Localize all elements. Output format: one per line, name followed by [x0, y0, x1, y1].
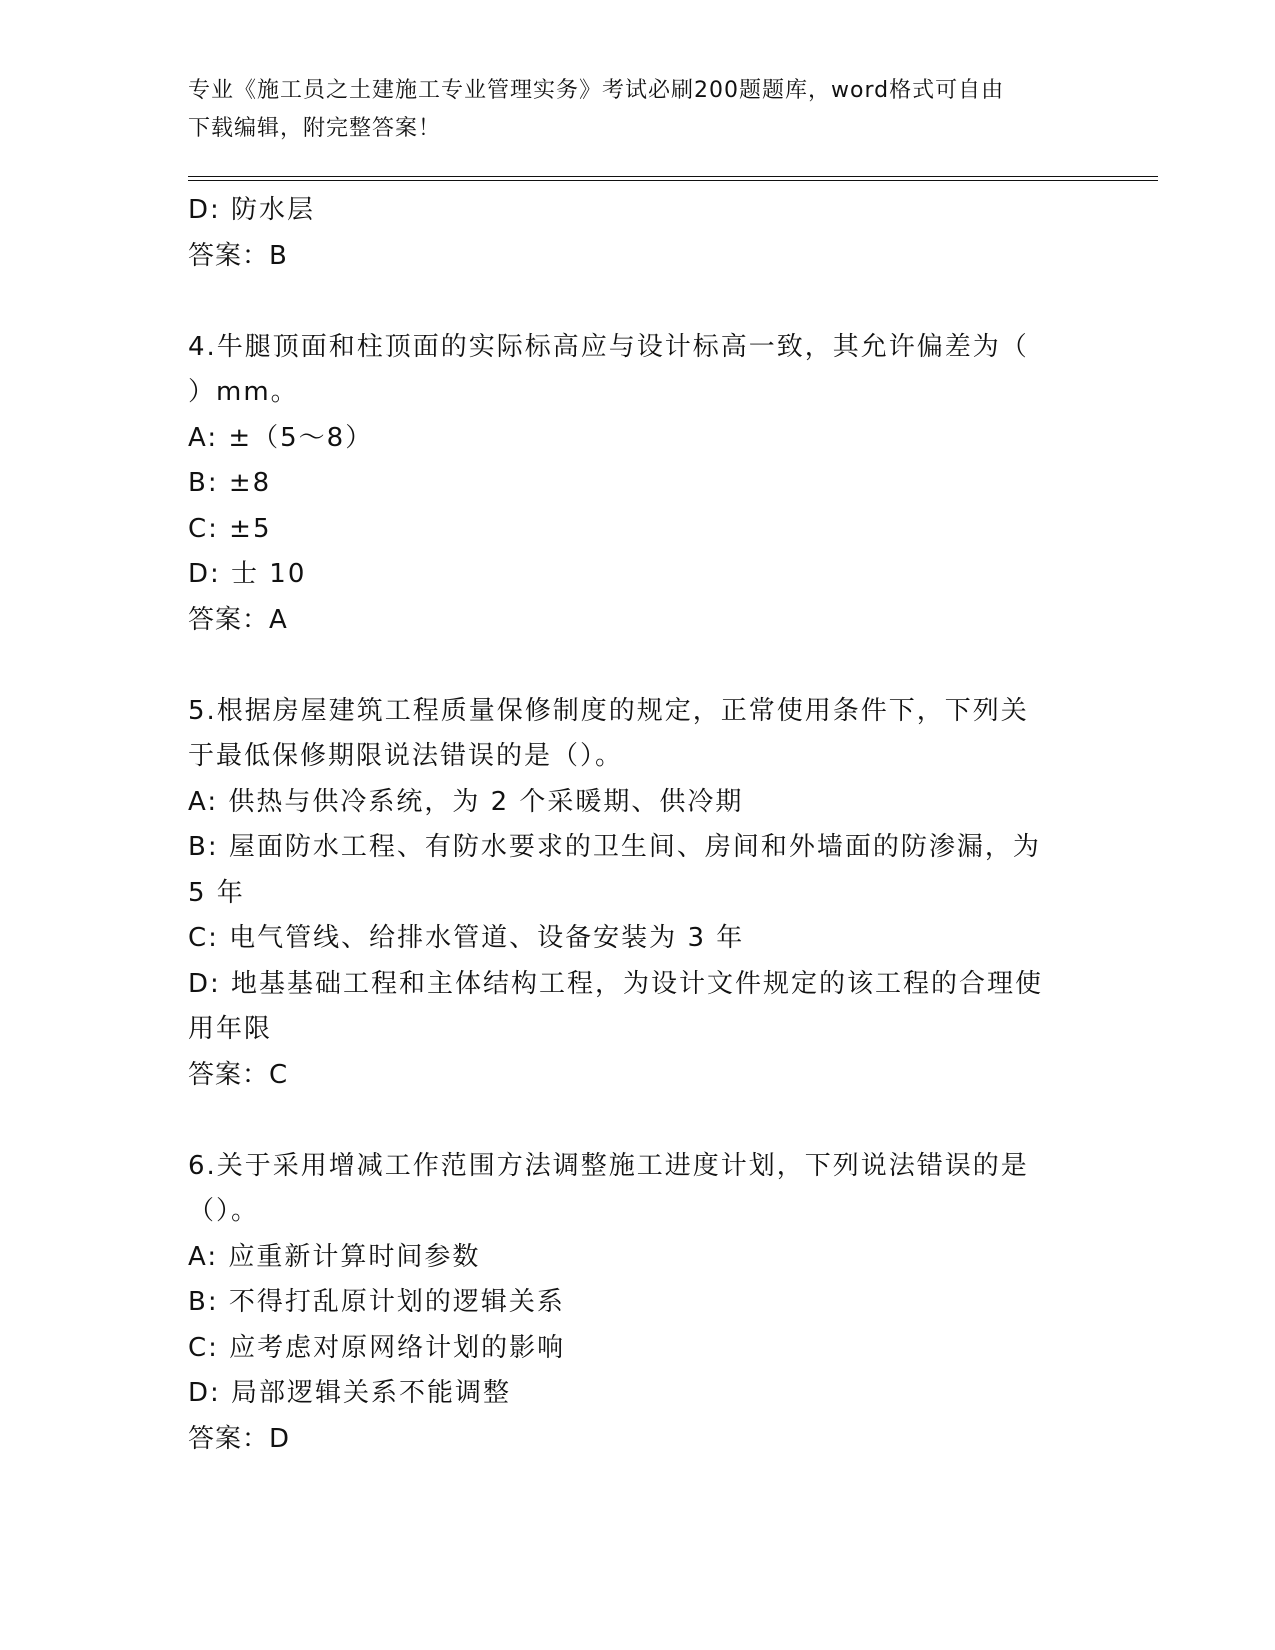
option-text: 5 年 — [188, 877, 245, 908]
header-divider — [188, 176, 1158, 181]
spacer — [188, 1098, 1078, 1144]
option-text: D: 局部逻辑关系不能调整 — [188, 1378, 512, 1408]
question-5 — [188, 689, 1078, 1099]
previous-question-tail — [188, 188, 1078, 279]
answer-text: 答案：D — [188, 1423, 291, 1454]
option-text: A: ±（5～8） — [188, 422, 374, 453]
option-text: C: 应考虑对原网络计划的影响 — [188, 1332, 566, 1363]
option-text: A: 供热与供冷系统，为 2 个采暖期、供冷期 — [188, 786, 744, 817]
option-text: D: 防水层 — [188, 195, 316, 225]
question-stem: 于最低保修期限说法错误的是（）。 — [188, 741, 624, 771]
option-text: A: 应重新计算时间参数 — [188, 1241, 481, 1272]
question-stem: 4.牛腿顶面和柱顶面的实际标高应与设计标高一致，其允许偏差为（ — [188, 331, 1029, 362]
spacer — [188, 643, 1078, 689]
question-stem: ）mm。 — [188, 377, 299, 407]
question-6 — [188, 1144, 1078, 1463]
document-header — [188, 72, 1088, 148]
question-stem: 5.根据房屋建筑工程质量保修制度的规定，正常使用条件下，下列关 — [188, 695, 1029, 726]
option-text: D: 地基基础工程和主体结构工程，为设计文件规定的该工程的合理使 — [188, 968, 1044, 999]
option-text: 用年限 — [188, 1014, 273, 1044]
question-stem: （）。 — [188, 1196, 260, 1226]
answer-text: 答案：C — [188, 1059, 289, 1090]
answer-text: 答案：A — [188, 604, 288, 635]
option-text: B: 不得打乱原计划的逻辑关系 — [188, 1287, 565, 1317]
question-content — [188, 188, 1078, 1462]
option-text: C: 电气管线、给排水管道、设备安装为 3 年 — [188, 923, 745, 953]
spacer — [188, 279, 1078, 325]
question-4 — [188, 325, 1078, 644]
header-line: 专业《施工员之土建施工专业管理实务》考试必刷200题题库，word格式可自由 — [188, 78, 1005, 103]
option-text: C: ±5 — [188, 513, 272, 544]
option-text: D: 士 10 — [188, 559, 307, 589]
header-line: 下载编辑，附完整答案！ — [188, 116, 442, 141]
option-text: B: 屋面防水工程、有防水要求的卫生间、房间和外墙面的防渗漏，为 — [188, 832, 1041, 862]
question-stem: 6.关于采用增减工作范围方法调整施工进度计划，下列说法错误的是 — [188, 1150, 1029, 1181]
answer-text: 答案：B — [188, 240, 288, 271]
option-text: B: ±8 — [188, 468, 272, 498]
